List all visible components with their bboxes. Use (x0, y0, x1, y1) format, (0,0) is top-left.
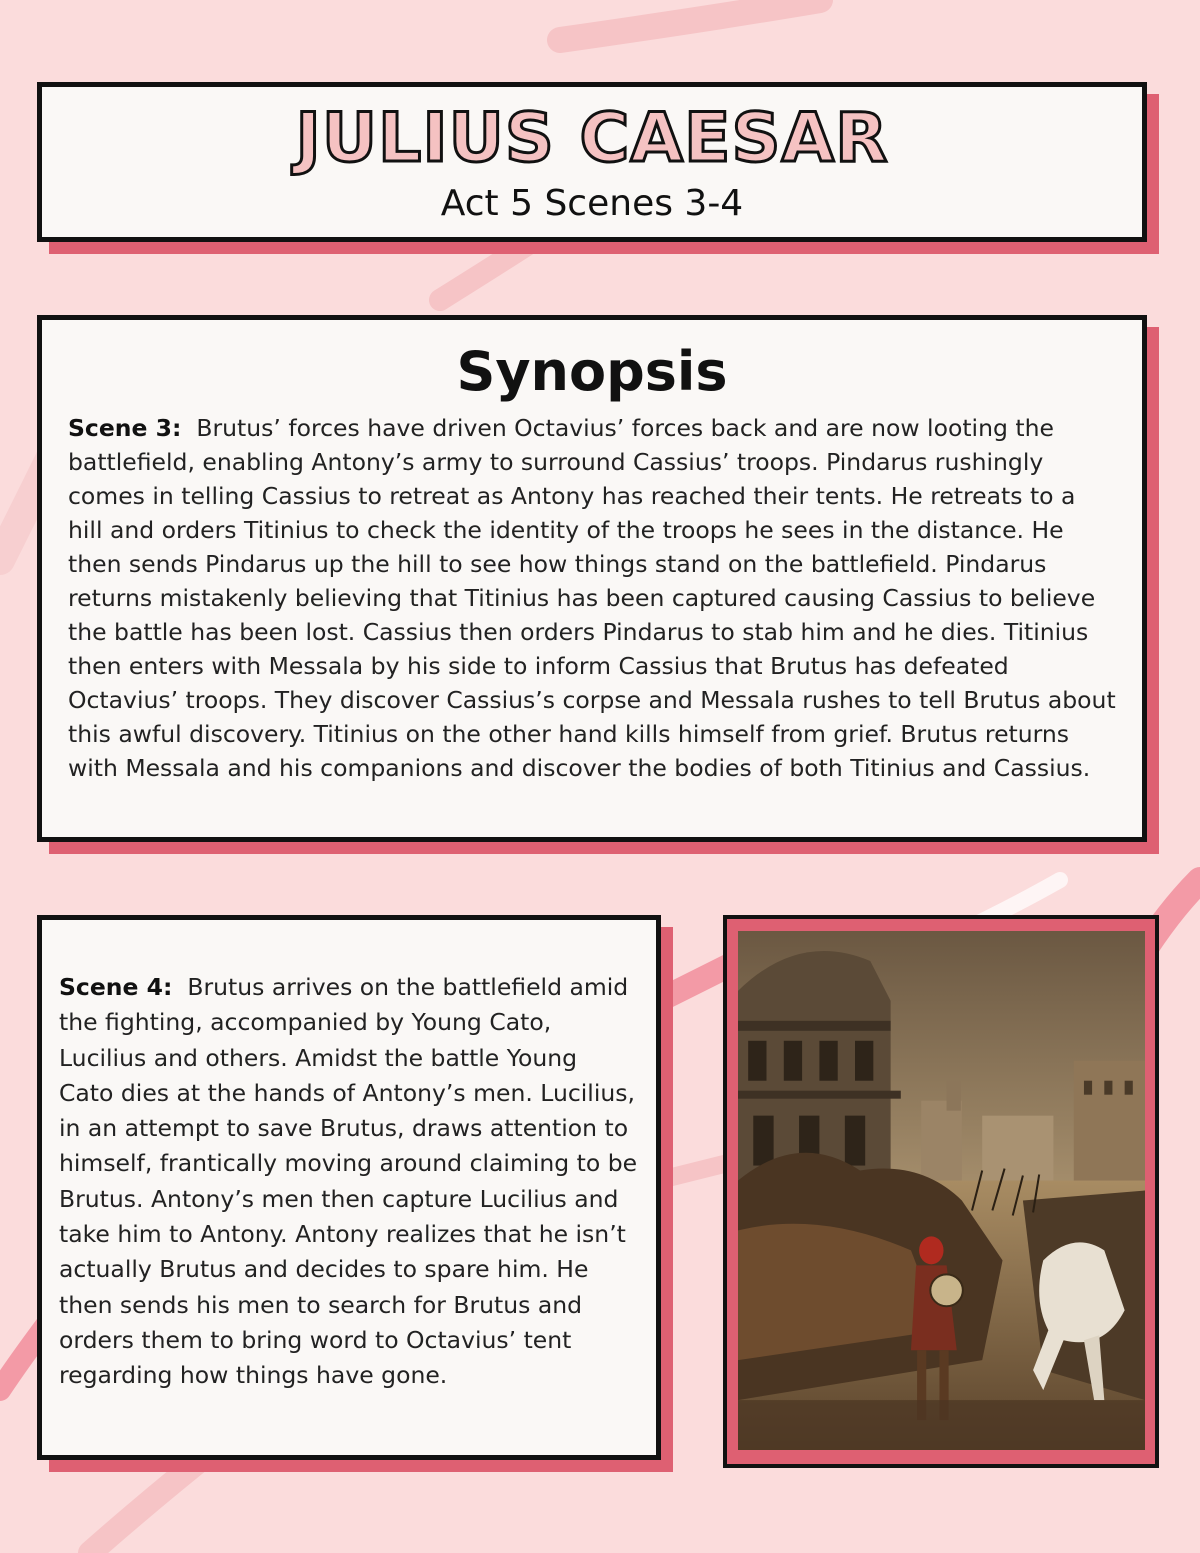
scene4-text: Brutus arrives on the battlefield amid the fighting, accompanied by Young Cato, Lucilius and others. Amidst the battle Young Cato dies at the hands of Antony’s men. Lucilius, in an attempt to save Brutus, draws attention to himself, frantically moving around claiming to be Brutus. Antony’s men then capture Lucilius and take him to Antony. Antony realizes that he isn’t actually Brutus and decides to spare him. He then sends his men to search for Brutus and orders them to bring word to Octavius’ tent regarding how things have gone. (59, 973, 638, 1390)
scene3-label: Scene 3: (68, 414, 182, 443)
painting-frame (723, 915, 1159, 1468)
battle-painting-image (738, 931, 1145, 1450)
scene3-paragraph (68, 411, 1116, 785)
page-subtitle: Act 5 Scenes 3-4 (440, 183, 744, 224)
synopsis-card (37, 315, 1147, 842)
scene3-text: Brutus’ forces have driven Octavius’ forces back and are now looting the battlefield, enabling Antony’s army to surround Cassius’ troops. Pindarus rushingly comes in telling Cassius to retreat as Antony has reached their tents. He retreats to a hill and orders Titinius to check the identity of the troops he sees in the distance. He then sends Pindarus up the hill to see how things stand on the battlefield. Pindarus returns mistakenly believing that Titinius has been captured causing Cassius to believe the battle has been lost. Cassius then orders Pindarus to stab him and he dies. Titinius then enters with Messala by his side to inform Cassius that Brutus has defeated Octavius’ troops. They discover Cassius’s corpse and Messala rushes to tell Brutus about this awful discovery. Titinius on the other hand kills himself from grief. Brutus returns with Messala and his companions and discover the bodies of both Titinius and Cassius. (68, 414, 1116, 783)
scene4-card (37, 915, 661, 1460)
title-card (37, 82, 1147, 242)
scene4-label: Scene 4: (59, 973, 173, 1001)
page-title: JULIUS CAESAR (295, 99, 889, 178)
synopsis-heading: Synopsis (456, 340, 728, 403)
scene4-paragraph (59, 970, 638, 1394)
